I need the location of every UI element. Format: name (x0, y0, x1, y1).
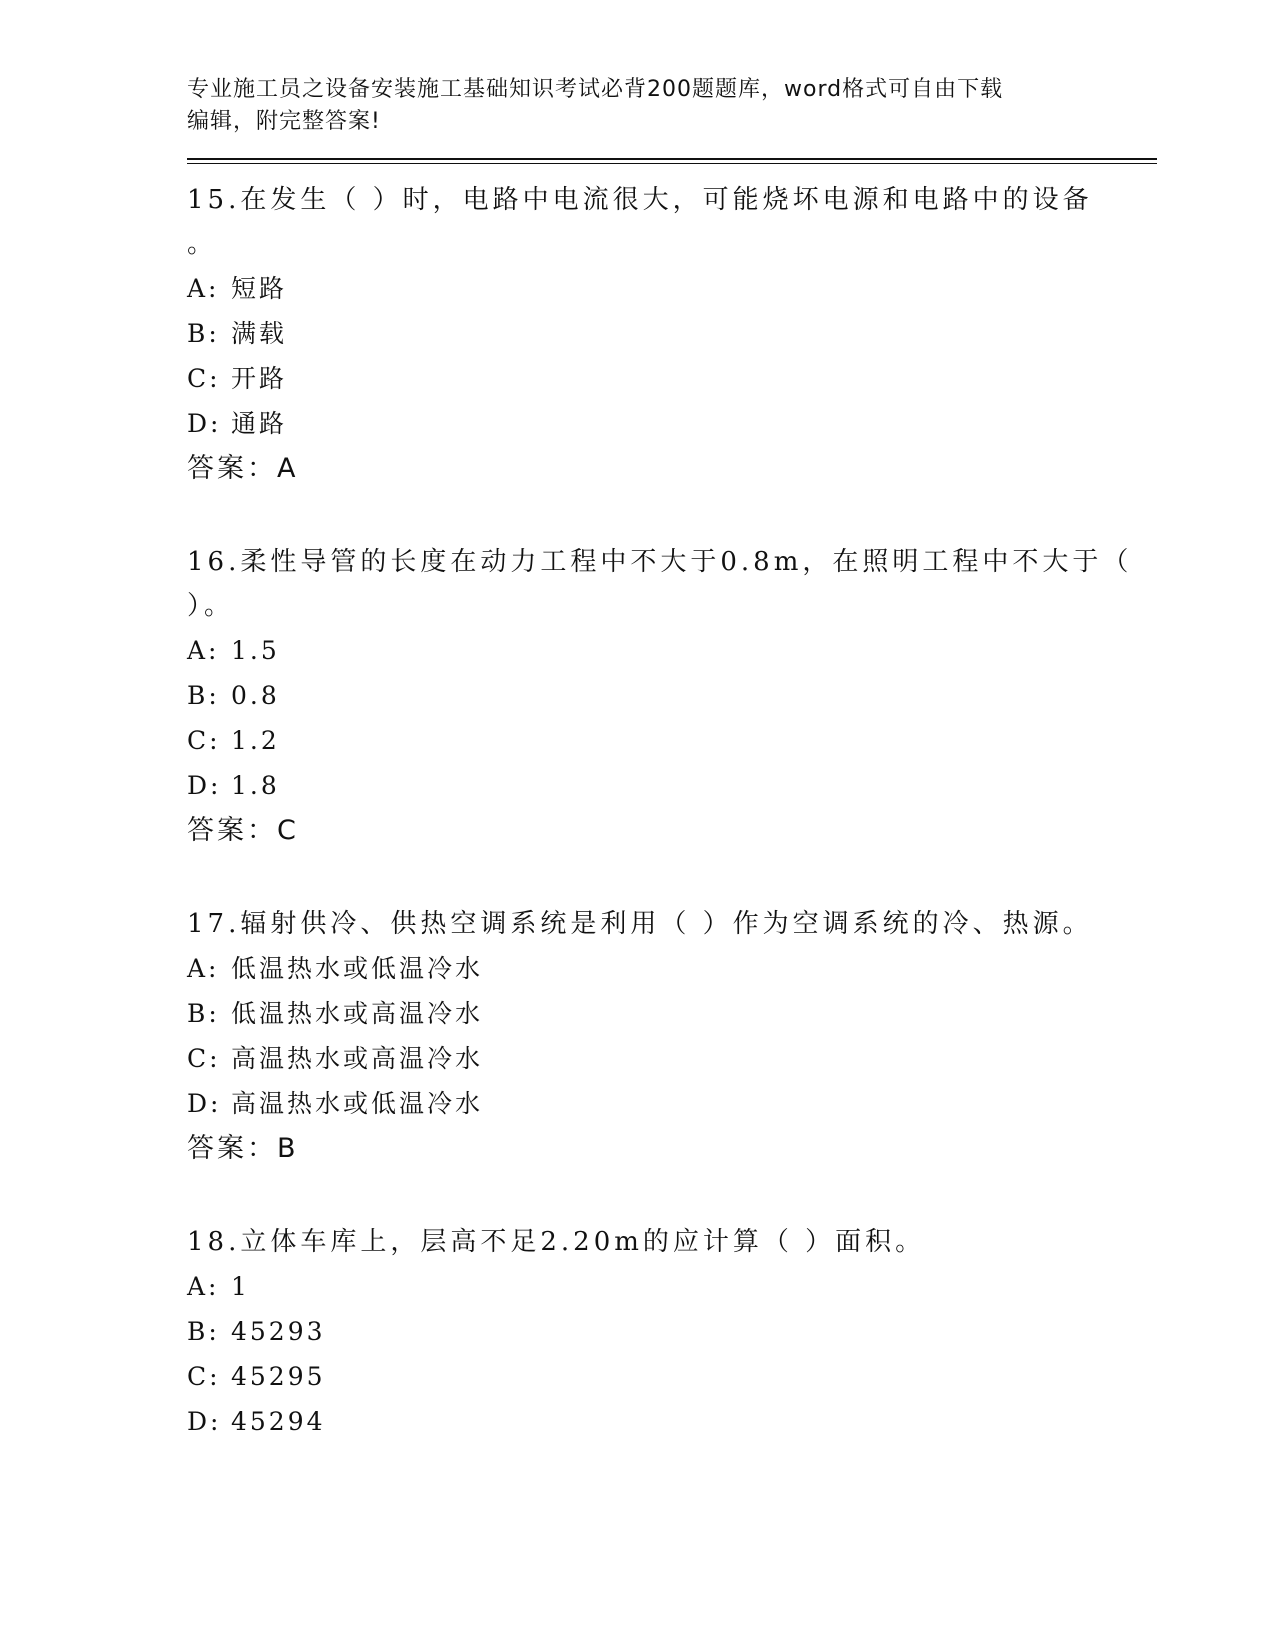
option-key: B: (187, 1317, 220, 1346)
question-text-continued: 。 (187, 229, 218, 259)
option-key: C: (187, 1362, 221, 1391)
option-key: C: (187, 364, 221, 393)
option-a (187, 946, 1157, 991)
option-text: 开路 (231, 364, 288, 393)
option-text: 高温热水或高温冷水 (231, 1044, 484, 1073)
option-text: 1.2 (231, 726, 280, 755)
option-text: 45293 (231, 1317, 326, 1346)
option-text: 45294 (231, 1407, 326, 1436)
option-b (187, 673, 1157, 718)
document-header (187, 74, 1157, 138)
option-c (187, 356, 1157, 401)
option-text: 1.8 (231, 771, 280, 800)
option-text: 通路 (231, 409, 288, 438)
option-key: A: (187, 954, 220, 983)
option-b (187, 311, 1157, 356)
option-c (187, 1354, 1157, 1399)
option-key: D: (187, 771, 222, 800)
option-key: B: (187, 681, 220, 710)
option-d (187, 763, 1157, 808)
option-key: D: (187, 1407, 222, 1436)
option-text: 短路 (231, 274, 288, 303)
question-text: 16.柔性导管的长度在动力工程中不大于0.8m，在照明工程中不大于（ (187, 547, 1133, 577)
option-text: 0.8 (231, 681, 280, 710)
option-text: 低温热水或高温冷水 (231, 999, 484, 1028)
question-18 (187, 1220, 1157, 1444)
option-text: 低温热水或低温冷水 (231, 954, 484, 983)
option-key: A: (187, 1272, 220, 1301)
question-text: 18.立体车库上，层高不足2.20m的应计算（ ）面积。 (187, 1227, 926, 1257)
option-a (187, 1264, 1157, 1309)
option-key: D: (187, 409, 222, 438)
option-d (187, 1399, 1157, 1444)
question-text: 15.在发生（ ）时，电路中电流很大，可能烧坏电源和电路中的设备 (187, 185, 1093, 215)
option-d (187, 401, 1157, 446)
option-c (187, 718, 1157, 763)
question-text: 17.辐射供冷、供热空调系统是利用（ ）作为空调系统的冷、热源。 (187, 909, 1093, 939)
option-a (187, 266, 1157, 311)
option-d (187, 1081, 1157, 1126)
option-key: A: (187, 274, 220, 303)
option-key: A: (187, 636, 220, 665)
document-page (187, 74, 1157, 1444)
header-line-2: 编辑，附完整答案! (187, 109, 381, 134)
question-text-continued: ）。 (187, 591, 235, 621)
option-key: B: (187, 999, 220, 1028)
option-text: 45295 (231, 1362, 326, 1391)
header-line-1: 专业施工员之设备安装施工基础知识考试必背200题题库，word格式可自由下载 (187, 77, 1004, 102)
answer-line: 答案：A (187, 453, 299, 484)
option-b (187, 1309, 1157, 1354)
option-key: C: (187, 726, 221, 755)
question-16 (187, 540, 1157, 854)
option-c (187, 1036, 1157, 1081)
question-17 (187, 902, 1157, 1172)
answer-line: 答案：C (187, 815, 299, 846)
option-key: D: (187, 1089, 222, 1118)
header-divider (187, 158, 1157, 164)
option-text: 满载 (231, 319, 288, 348)
option-b (187, 991, 1157, 1036)
option-key: B: (187, 319, 220, 348)
option-key: C: (187, 1044, 221, 1073)
option-a (187, 628, 1157, 673)
answer-line: 答案：B (187, 1133, 299, 1164)
question-15 (187, 178, 1157, 492)
option-text: 高温热水或低温冷水 (231, 1089, 484, 1118)
option-text: 1 (231, 1272, 250, 1301)
option-text: 1.5 (231, 636, 280, 665)
